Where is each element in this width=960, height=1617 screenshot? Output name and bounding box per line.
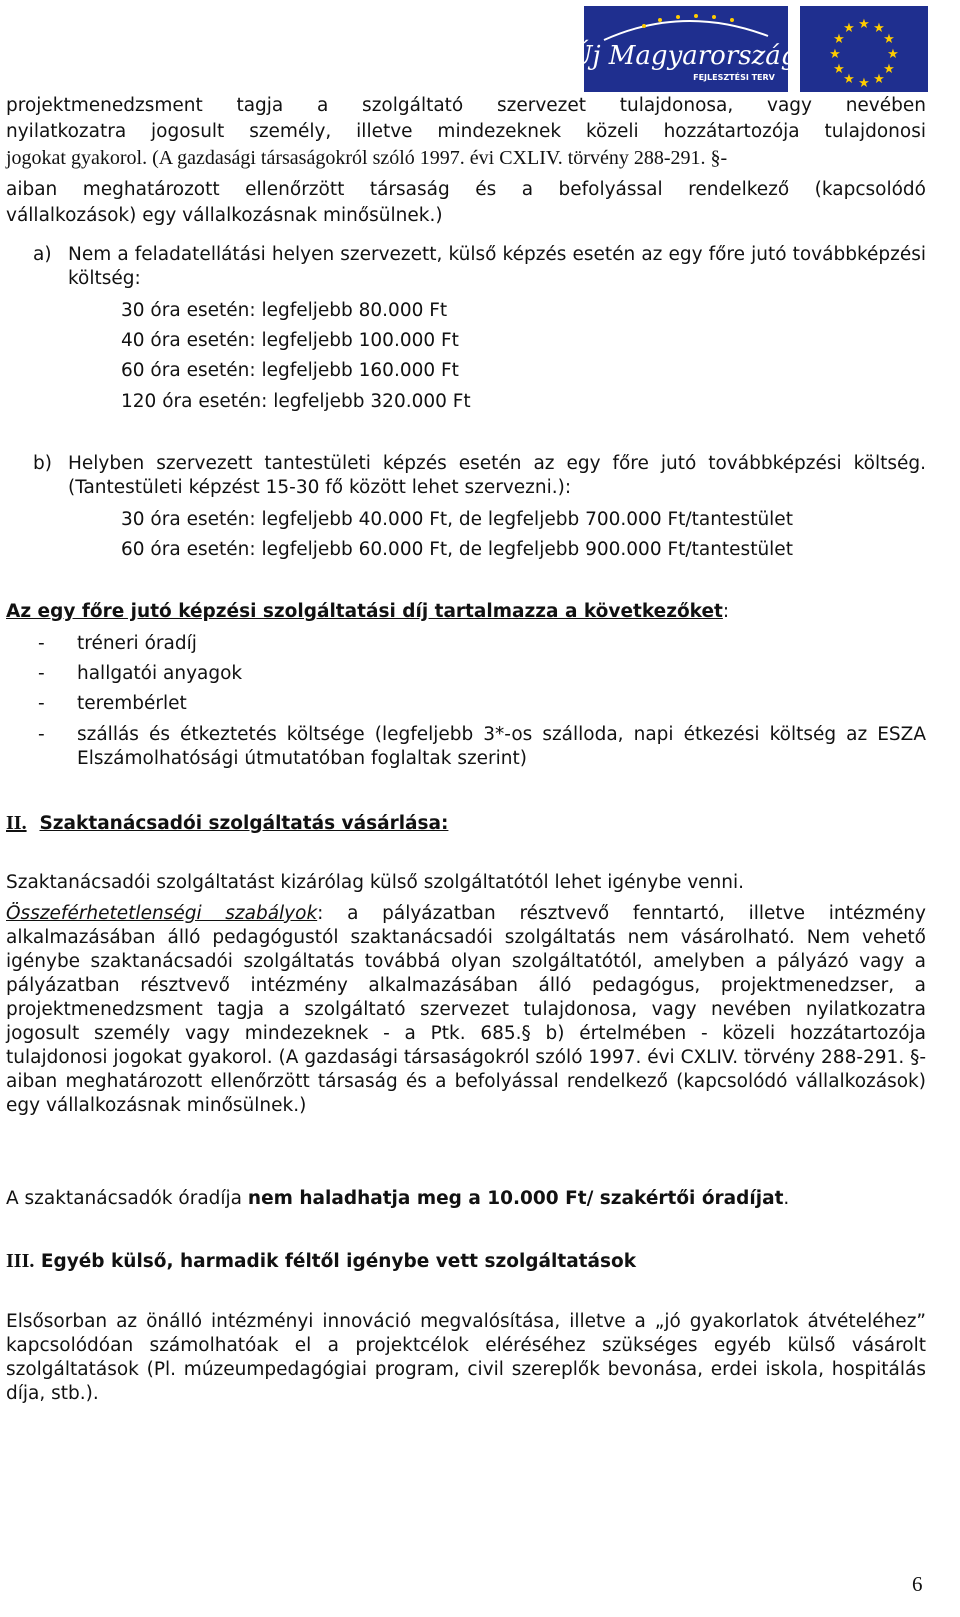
fee-text: A szaktanácsadók óradíja — [6, 1188, 248, 1209]
rate-line: 40 óra esetén: legfeljebb 100.000 Ft — [121, 330, 459, 351]
item-b-text: Helyben szervezett tantestületi képzés esetén az egy főre jutó továbbképzési költség. (Tantestületi képzést 15-30 fő között lehet szervezni.): — [68, 453, 926, 498]
page-number: 6 — [912, 1572, 923, 1596]
list-item: hallgatói anyagok — [77, 663, 243, 684]
section-ii-paragraph — [6, 902, 926, 1118]
svg-text:★: ★ — [829, 47, 841, 62]
svg-text:★: ★ — [883, 32, 895, 47]
section-ii-paragraph: Szaktanácsadói szolgáltatást kizárólag külső szolgáltatótól lehet igénybe venni. — [6, 872, 745, 893]
section-iii-numeral: III. — [6, 1250, 35, 1272]
fee-heading-text: Az egy főre jutó képzési szolgáltatási díj tartalmazza a következőket — [6, 601, 723, 622]
svg-text:Új Magyarország: Új Magyarország — [584, 41, 798, 71]
section-iii-title: Egyéb külső, harmadik féltől igénybe vett szolgáltatások — [40, 1251, 637, 1272]
list-item: terembérlet — [77, 693, 187, 714]
list-bullet: - — [38, 633, 45, 654]
rate-line: 60 óra esetén: legfeljebb 60.000 Ft, de legfeljebb 900.000 Ft/tantestület — [121, 539, 793, 560]
svg-text:★: ★ — [843, 21, 855, 36]
rate-line: 60 óra esetén: legfeljebb 160.000 Ft — [121, 360, 459, 381]
svg-text:★: ★ — [843, 72, 855, 87]
rate-line: 30 óra esetén: legfeljebb 80.000 Ft — [121, 300, 448, 321]
svg-text:★: ★ — [887, 47, 899, 62]
section-ii-numeral: II. — [6, 812, 27, 834]
svg-text:★: ★ — [873, 72, 885, 87]
fee-limit-bold: nem haladhatja meg a 10.000 Ft/ szakértői óradíjat — [247, 1188, 784, 1209]
list-bullet: - — [38, 693, 45, 714]
section-ii-heading — [6, 811, 448, 836]
section-iii-heading — [6, 1249, 636, 1274]
svg-text:★: ★ — [873, 21, 885, 36]
item-a-text: Nem a feladatellátási helyen szervezett, külső képzés esetén az egy főre jutó továbbképzési költség: — [68, 244, 926, 289]
list-bullet: - — [38, 724, 45, 745]
fee-heading — [6, 600, 729, 624]
rate-line: 120 óra esetén: legfeljebb 320.000 Ft — [121, 391, 471, 412]
intro-line: nyilatkozatra jogosult személy, illetve mindezeknek közeli hozzátartozója tulajdonosi — [6, 121, 926, 142]
uj-magyarorszag-logo — [584, 6, 928, 92]
intro-line: projektmenedzsment tagja a szolgáltató szervezet tulajdonosa, vagy nevében — [6, 95, 926, 116]
list-item: tréneri óradíj — [77, 633, 197, 654]
fee-period: . — [783, 1188, 790, 1209]
section-ii-title: Szaktanácsadói szolgáltatás vásárlása: — [39, 813, 449, 834]
svg-text:★: ★ — [858, 17, 870, 32]
conflict-rules-text: : a pályázatban résztvevő fenntartó, illetve intézmény alkalmazásában álló pedagógustól szaktanácsadói szolgáltatás nem vásárolható. Nem vehető igénybe szaktanácsadói szolgáltatás továbbá olyan szolgáltatótól, amelyben a pályázó vagy a pályázatban résztvevő intézmény alkalmazásában álló pedagógus, projektmenedzser, a projektmenedzsment tagja a szolgáltató szervezet tulajdonosa, vagy nevében nyilatkozatra jogosult személy vagy mindezeknek - a Ptk. 685.§ b) értelmében - közeli hozzátartozója tulajdonosi jogokat gyakorol. (A gazdasági társaságokról szóló 1997. évi CXLIV. törvény 288-291. §-aiban meghatározott ellenőrzött társaság és a befolyással rendelkező (kapcsolódó vállalkozások) egy vállalkozásnak minősülnek.) — [6, 903, 927, 1116]
fee-heading-colon: : — [722, 601, 730, 622]
list-item: szállás és étkeztetés költsége (legfeljebb 3*-os szálloda, napi étkezési költség az ESZA Elszámolhatósági útmutatóban foglaltak szerint) — [77, 724, 926, 769]
svg-text:★: ★ — [833, 62, 845, 77]
item-a-label: a) — [33, 244, 52, 265]
svg-text:★: ★ — [858, 76, 870, 91]
svg-text:FEJLESZTÉSI TERV: FEJLESZTÉSI TERV — [693, 73, 775, 82]
list-bullet: - — [38, 663, 45, 684]
section-iii-paragraph: Elsősorban az önálló intézményi innováció megvalósítása, illetve a „jó gyakorlatok átvételéhez” kapcsolódóan számolhatóak el a projektcélok eléréséhez szükséges egyéb külső vásárolt szolgáltatások (Pl. múzeumpedagógiai program, civil szereplők bevonása, erdei iskola, hospitálás díja, stb.). — [6, 1311, 926, 1404]
svg-text:★: ★ — [833, 32, 845, 47]
intro-line: jogokat gyakorol. (A gazdasági társaságokról szóló 1997. évi CXLIV. törvény 288-291. §- — [6, 147, 728, 169]
section-ii-fee-paragraph — [6, 1187, 789, 1211]
intro-line: aiban meghatározott ellenőrzött társaság és a befolyással rendelkező (kapcsolódó — [6, 179, 926, 200]
svg-text:★: ★ — [883, 62, 895, 77]
rate-line: 30 óra esetén: legfeljebb 40.000 Ft, de legfeljebb 700.000 Ft/tantestület — [121, 509, 793, 530]
item-b-label: b) — [33, 453, 52, 474]
intro-line: vállalkozások) egy vállalkozásnak minősülnek.) — [6, 205, 443, 226]
conflict-rules-label: Összeférhetetlenségi szabályok — [6, 903, 318, 924]
